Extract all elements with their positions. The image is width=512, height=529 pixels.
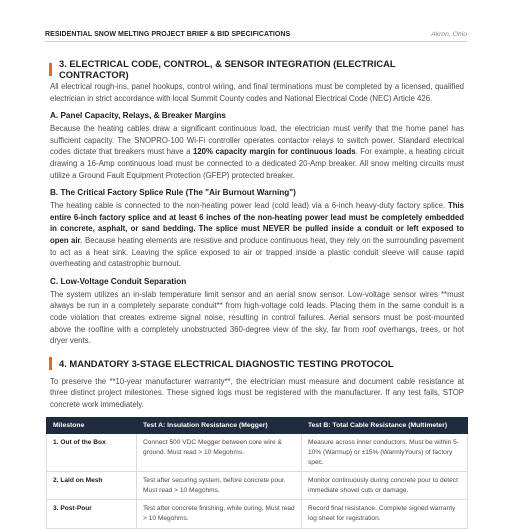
- subsection-b-text-2: . Because heating elements are resistive and produce continuous heat, they rely on the surrounding pavement to act as a heat sink. Leaving the splice exposed to air or trapped inside a plastic conduit sleeve will cause rapid overheating and catastrophic burnout.: [50, 235, 464, 269]
- subsection-b-text: [50, 200, 464, 270]
- section-4-title: 4. MANDATORY 3-STAGE ELECTRICAL DIAGNOSTIC TESTING PROTOCOL: [59, 358, 394, 370]
- test-a-cell: Test after securing system, before concrete pour. Must read > 10 Megohms.: [137, 472, 302, 500]
- testing-protocol-table: [46, 417, 468, 528]
- table-row: [47, 434, 468, 472]
- section-accent-bar: [49, 63, 52, 76]
- subsection-b-text-1: The heating cable is connected to the non-heating power lead (cold lead) via a 6-inch heavy-duty factory splice.: [50, 201, 448, 211]
- table-row: [47, 472, 468, 500]
- subsection-a-text-2: . For example, a heating circuit drawing a 16-Amp continuous load must be connected to a dedicated 20-Amp breaker. All snow melting circuits must utilize a Ground Fault Equipment Protection (GFEP) protected breaker.: [50, 147, 464, 180]
- column-header-test-b: Test B: Total Cable Resistance (Multimeter): [302, 418, 468, 434]
- subsection-c-text: The system utilizes an in-slab temperature limit sensor and an aerial snow sensor. Low-voltage sensor wires **must always be run in a completely separate conduit** from high-voltage cold leads. Placing them in the same conduit is a code violation that creates extreme signal noise, resulting in control failures. Aerial sensors must be post-mounted above the roofline with a completely unobstructed 360-degree view of the sky, far from roof overhangs, trees, or hot dryer vents.: [50, 289, 464, 346]
- document-location: Akron, Ohio: [431, 31, 467, 38]
- test-b-cell: Measure across inner conductors. Must be within 5-10% (Warmup) or ±15% (WarmlyYours) of factory spec.: [302, 434, 468, 472]
- section-3-title: 3. ELECTRICAL CODE, CONTROL, & SENSOR INTEGRATION (ELECTRICAL CONTRACTOR): [59, 58, 396, 80]
- section-accent-bar: [49, 357, 52, 370]
- section-3-intro: All electrical rough-ins, panel hookups, control wiring, and final terminations must be completed by a licensed, qualified electrician in strict accordance with local Summit County codes and National Electrical Code (NEC) Article 426.: [50, 82, 464, 103]
- test-b-cell: Monitor continuously during concrete pour to detect immediate shovel cuts or damage.: [302, 472, 468, 500]
- test-b-cell: Record final resistance. Complete signed warranty log sheet for registration.: [302, 500, 468, 528]
- document-title: RESIDENTIAL SNOW MELTING PROJECT BRIEF & BID SPECIFICATIONS: [45, 31, 291, 38]
- subsection-a-text: [50, 123, 464, 181]
- subsection-b-emphasis: This entire 6-inch factory splice and at least 6 inches of the non-heating power lead must be completely embedded in concrete, asphalt, or sand bedding. The splice must NEVER be pulled inside a conduit or left exposed to open air: [50, 201, 464, 245]
- milestone-cell: 3. Post-Pour: [47, 500, 137, 528]
- section-4-intro: To preserve the **10-year manufacturer warranty**, the electrician must measure and document cable resistance at three distinct project milestones. These signed logs must be registered with the manufacturer. If any test fails, STOP concrete work immediately.: [50, 376, 464, 409]
- table-header-row: [47, 418, 468, 434]
- milestone-cell: 2. Laid on Mesh: [47, 472, 137, 500]
- page-header: [45, 31, 467, 42]
- table-row: [47, 500, 468, 528]
- subsection-a-title: A. Panel Capacity, Relays, & Breaker Margins: [50, 111, 226, 121]
- subsection-b-title: B. The Critical Factory Splice Rule (The "Air Burnout Warning"): [50, 188, 296, 198]
- test-a-cell: Test after concrete finishing, while curing. Must read > 10 Megohms.: [137, 500, 302, 528]
- column-header-test-a: Test A: Insulation Resistance (Megger): [137, 418, 302, 434]
- section-4-heading: [49, 357, 464, 371]
- section-3-heading: [49, 58, 464, 80]
- subsection-a-emphasis: 120% capacity margin for continuous loads: [192, 147, 356, 157]
- subsection-a-text-1: Because the heating cables draw a significant continuous load, the electrician must verify that the home panel has sufficient capacity. The SNOPRO-100 Wi-Fi controller operates contactor relays to switch power. Standard electrical codes dictate that breakers must have a: [50, 124, 464, 157]
- milestone-cell: 1. Out of the Box: [47, 434, 137, 472]
- document-body: [50, 58, 464, 529]
- test-a-cell: Connect 500 VDC Megger between core wire & ground. Must read > 10 Megohms.: [137, 434, 302, 472]
- column-header-milestone: Milestone: [47, 418, 137, 434]
- subsection-c-title: C. Low-Voltage Conduit Separation: [50, 276, 187, 286]
